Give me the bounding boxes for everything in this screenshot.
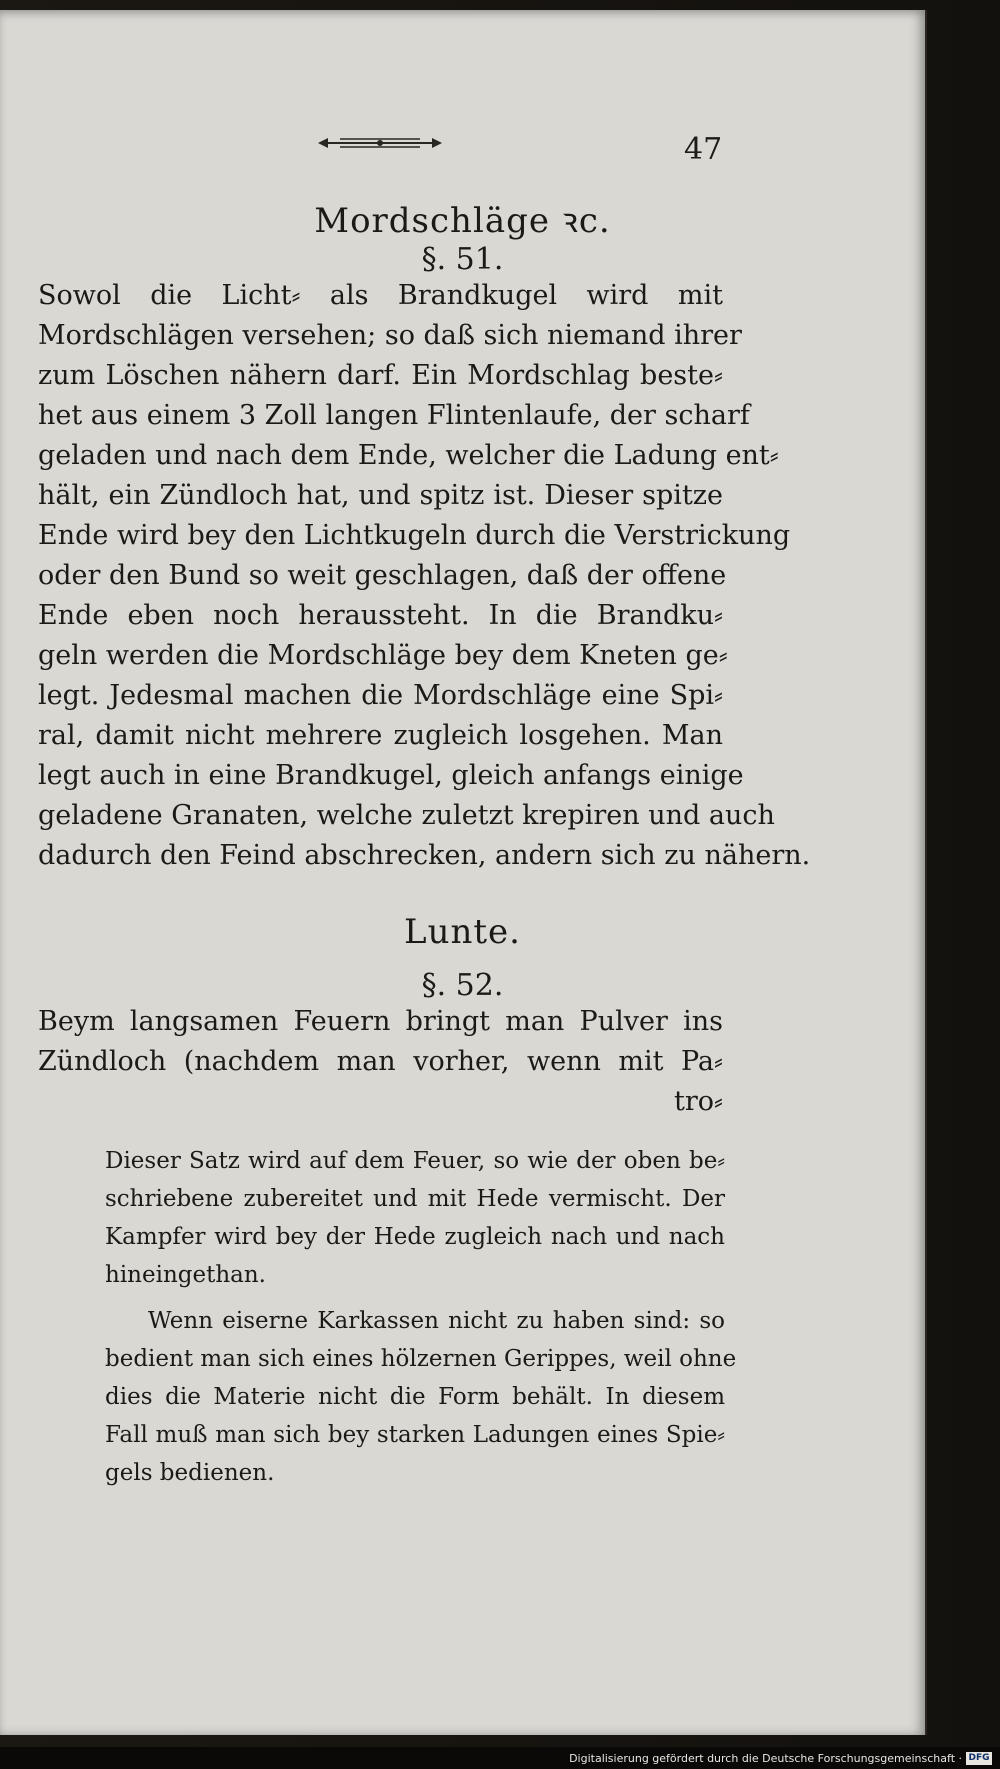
footnote-line: bedient man sich eines hölzernen Gerippes, weil ohne: [105, 1346, 737, 1372]
body-line: Ende wird bey den Lichtkugeln durch die Verstrickung: [38, 520, 791, 551]
body-line: Mordschlägen versehen; so daß sich niemand ihrer: [38, 320, 742, 351]
body-line: het aus einem 3 Zoll langen Flintenlaufe, der scharf: [38, 400, 750, 431]
footnote-line: Kampfer wird bey der Hede zugleich nach und nach: [105, 1224, 725, 1250]
body-line: Ende eben noch heraussteht. In die Brandku⸗: [38, 600, 723, 631]
section-heading-lunte: Lunte.: [404, 912, 521, 952]
body-line: Sowol die Licht⸗ als Brandkugel wird mit: [38, 280, 723, 311]
ornament-rule-icon: [318, 134, 442, 152]
footnote-line: dies die Materie nicht die Form behält. In diesem: [105, 1384, 725, 1410]
footnote-line: schriebene zubereitet und mit Hede vermischt. Der: [105, 1186, 725, 1212]
body-line: geladen und nach dem Ende, welcher die Ladung ent⸗: [38, 440, 779, 471]
book-page: [0, 10, 927, 1735]
section-heading-mordschlaege: Mordschläge ꝛc.: [314, 201, 611, 241]
section-number-52: §. 52.: [421, 968, 504, 1003]
digitization-credit: Digitalisierung gefördert durch die Deutsche Forschungsgemeinschaft ·: [569, 1752, 962, 1765]
body-line: legt auch in eine Brandkugel, gleich anfangs einige: [38, 760, 744, 791]
footnote-line: Dieser Satz wird auf dem Feuer, so wie der oben be⸗: [105, 1148, 725, 1174]
body-line: geln werden die Mordschläge bey dem Kneten ge⸗: [38, 640, 728, 671]
body-line: ral, damit nicht mehrere zugleich losgehen. Man: [38, 720, 723, 751]
page-number: 47: [684, 132, 723, 167]
catchword: tro⸗: [673, 1086, 723, 1117]
body-line: geladene Granaten, welche zuletzt krepiren und auch: [38, 800, 775, 831]
body-line: hält, ein Zündloch hat, und spitz ist. Dieser spitze: [38, 480, 723, 511]
body-line: legt. Jedesmal machen die Mordschläge eine Spi⸗: [38, 680, 723, 711]
body-line: zum Löschen nähern darf. Ein Mordschlag beste⸗: [38, 360, 723, 391]
footer-band: [0, 1747, 1000, 1769]
footnote-line: Fall muß man sich bey starken Ladungen eines Spie⸗: [105, 1422, 725, 1448]
section-number-51: §. 51.: [421, 242, 504, 277]
footnote-line: gels bedienen.: [105, 1460, 275, 1486]
body-line: oder den Bund so weit geschlagen, daß der offene: [38, 560, 727, 591]
dfg-logo-icon: DFG: [966, 1752, 992, 1765]
footnote-line: Wenn eiserne Karkassen nicht zu haben sind: so: [148, 1308, 725, 1334]
body-line: Beym langsamen Feuern bringt man Pulver ins: [38, 1006, 723, 1037]
body-line: Zündloch (nachdem man vorher, wenn mit Pa⸗: [38, 1046, 723, 1077]
footnote-line: hineingethan.: [105, 1262, 266, 1288]
body-line: dadurch den Feind abschrecken, andern sich zu nähern.: [38, 840, 811, 871]
